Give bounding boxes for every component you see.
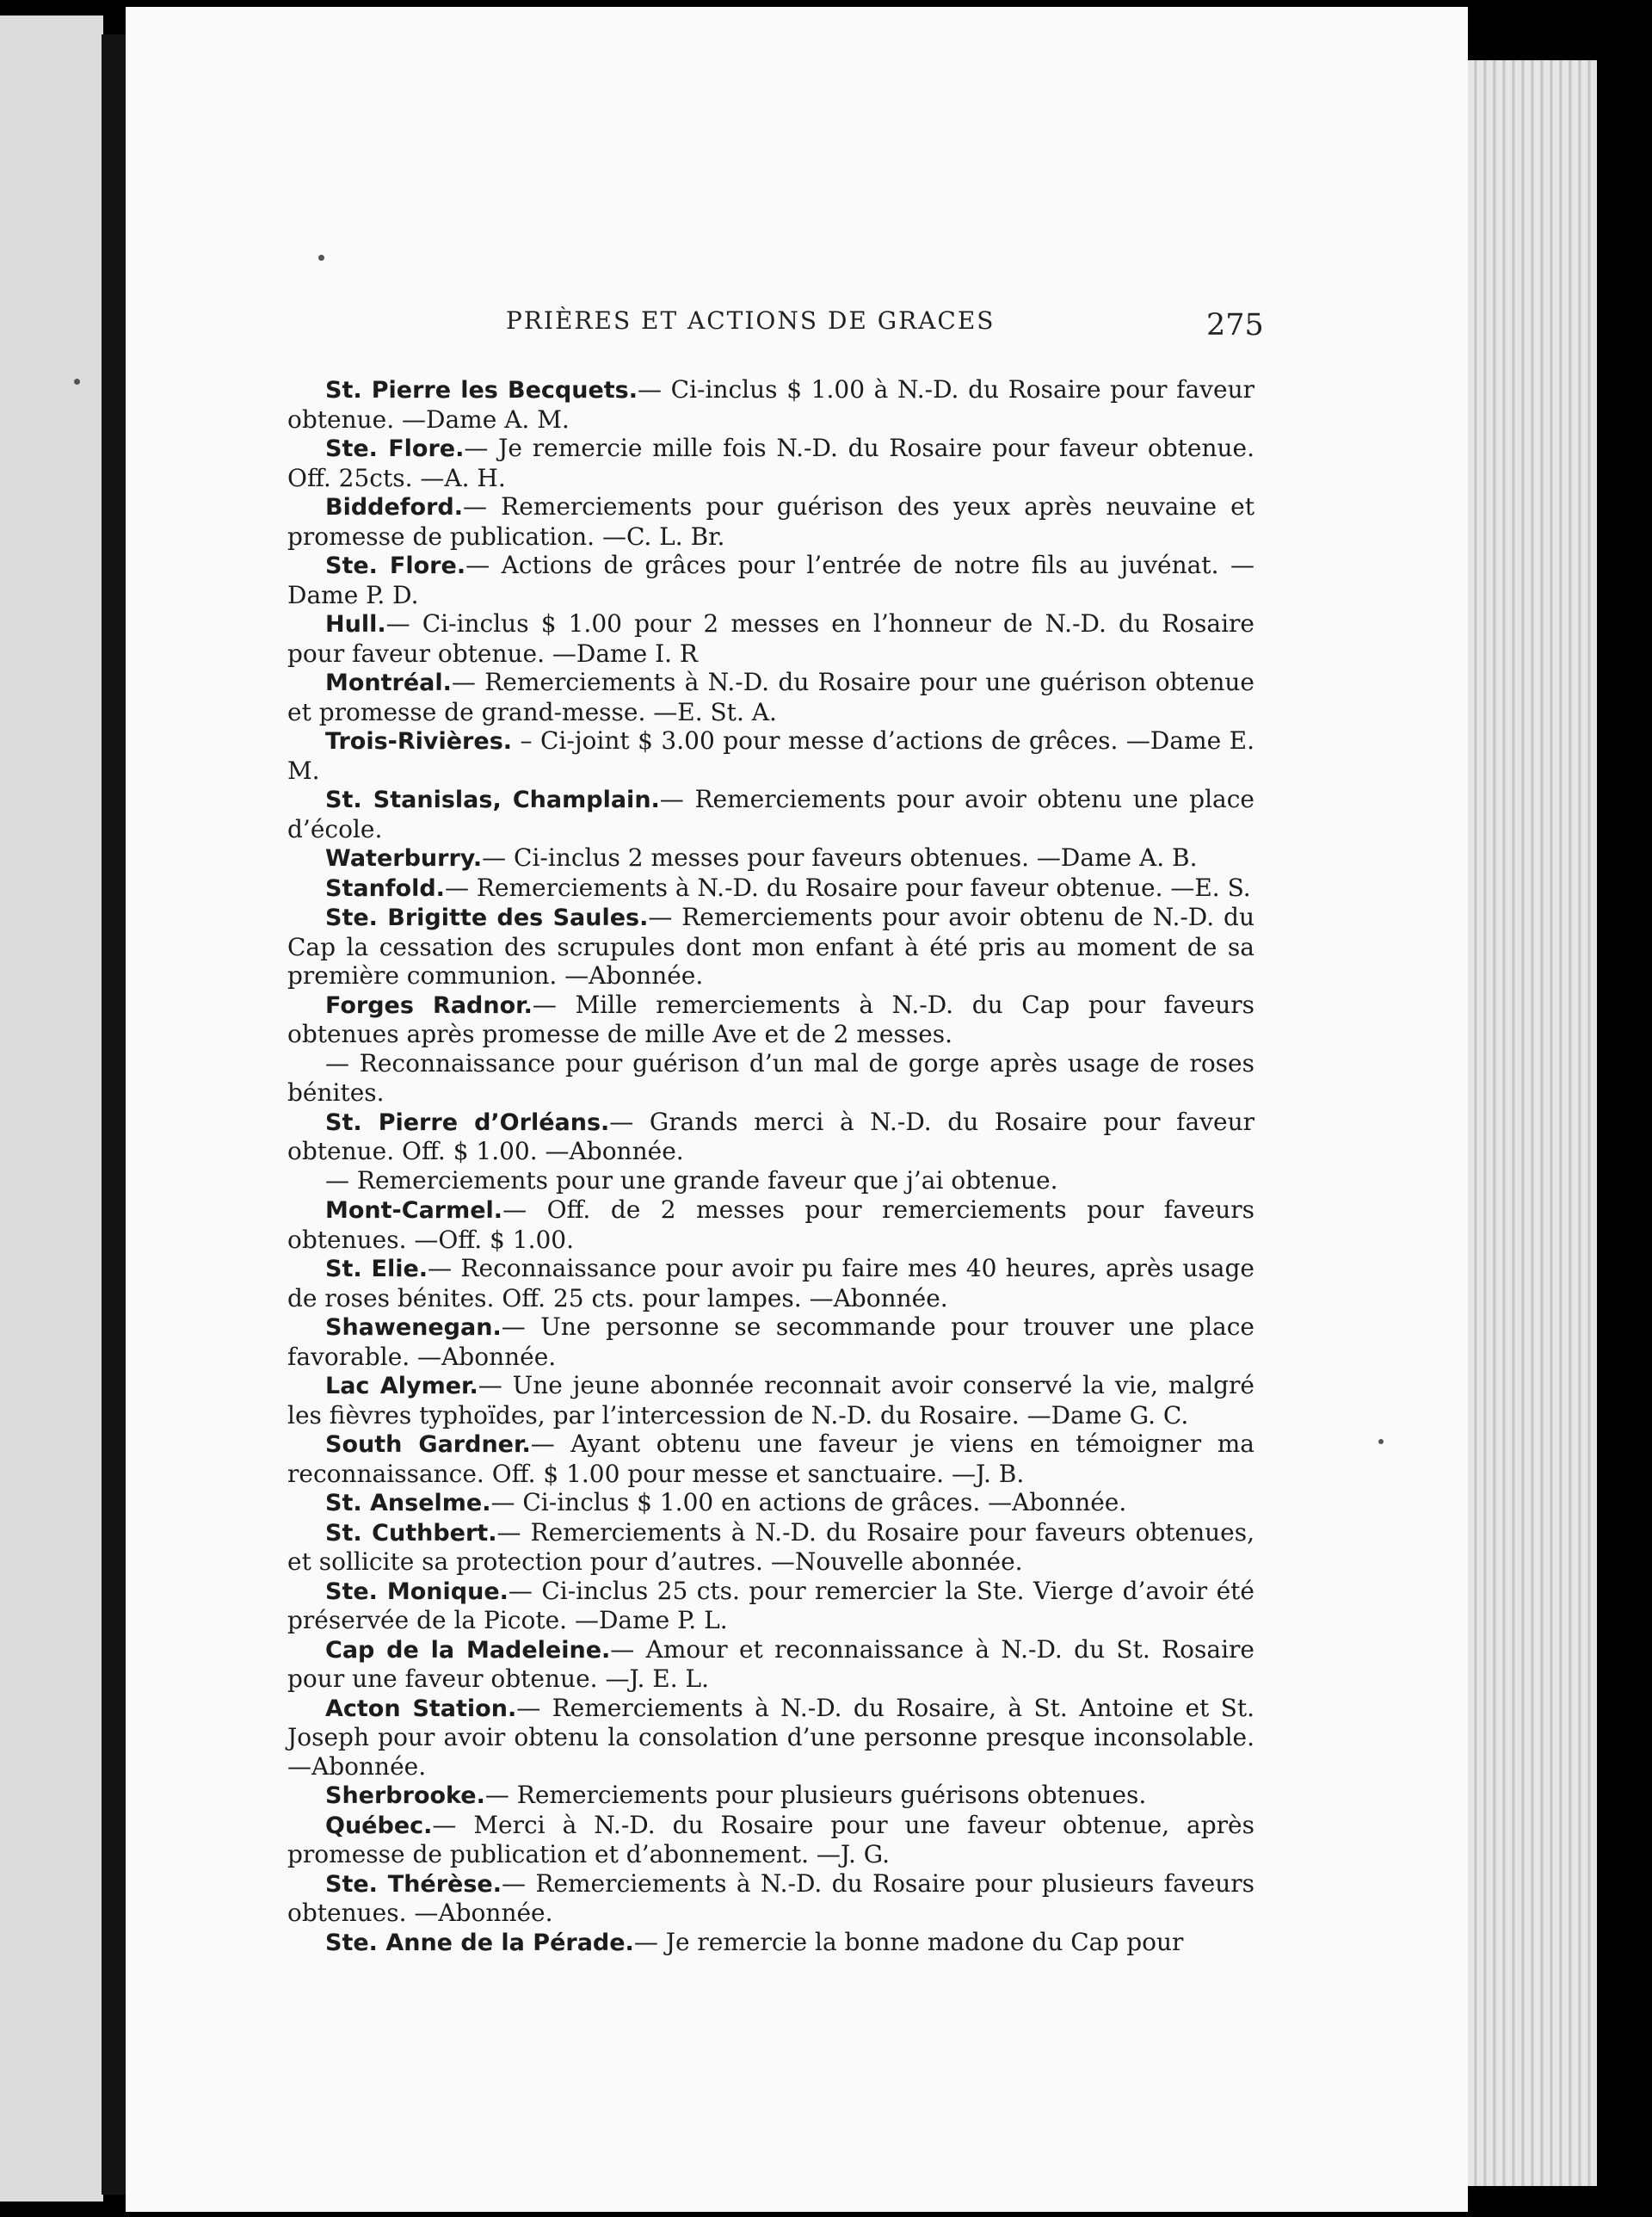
entry-place: St. Cuthbert. (325, 1519, 497, 1547)
entry-place: Ste. Monique. (325, 1578, 509, 1605)
entry-text: — Remerciements pour une grande faveur que j’ai obtenue. (325, 1165, 1058, 1195)
entry-place: Acton Station. (325, 1695, 517, 1722)
entry-text: — Off. de 2 messes pour remerciements pour faveurs obtenues. —Off. $ 1.00. (287, 1195, 1254, 1254)
entry-text: — Reconnaissance pour guérison d’un mal de gorge après usage de roses bénites. (287, 1048, 1254, 1107)
entry (287, 551, 1254, 609)
entry-text: — Mille remerciements à N.-D. du Cap pour faveurs obtenues après promesse de mille Ave et de 2 messes. (287, 990, 1255, 1048)
entry-place: Ste. Flore. (325, 435, 465, 462)
speck-mark (1378, 1439, 1384, 1444)
entry-text: — Ci-inclus $ 1.00 en actions de grâces. —Abonnée. (490, 1488, 1127, 1516)
entry-place: St. Anselme. (325, 1490, 491, 1516)
entry (287, 1049, 1254, 1108)
entry-text: — Ci-inclus $ 1.00 pour 2 messes en l’honneur de N.-D. du Rosaire pour faveur obtenue. —Dame I. R (287, 609, 1254, 668)
entry-text: — Remerciements pour guérison des yeux après neuvaine et promesse de publication. —C. L. Br. (287, 492, 1254, 551)
entry-text: — Amour et reconnaissance à N.-D. du St. Rosaire pour une faveur obtenue. —J. E. L. (287, 1634, 1254, 1693)
page-stack-edge (1468, 60, 1597, 2186)
entry (287, 1488, 1254, 1518)
entry-place: Stanfold. (325, 874, 445, 902)
entry-text: — Remerciements pour avoir obtenu de N.-D. du Cap la cessation des scrupules dont mon enfant à été pris au moment de sa première communion. —Abonnée. (287, 903, 1254, 990)
entry-place: Waterburry. (325, 845, 483, 872)
entry (287, 609, 1254, 668)
entry-place: Shawenegan. (325, 1314, 502, 1341)
entry-place: Montréal. (325, 670, 452, 696)
entry (287, 668, 1254, 726)
entry-text: — Remerciements pour plusieurs guérisons obtenues. (484, 1781, 1147, 1809)
entry-place: Forges Radnor. (325, 991, 533, 1019)
speck-mark (318, 255, 324, 261)
entry (287, 785, 1254, 843)
entry (287, 1518, 1254, 1577)
speck-mark (74, 379, 80, 385)
entry-text: — Grands merci à N.-D. du Rosaire pour faveur obtenue. Off. $ 1.00. —Abonnée. (287, 1107, 1254, 1165)
entry (287, 1635, 1254, 1694)
entry (287, 991, 1254, 1049)
entry-place: Sherbrooke. (325, 1782, 485, 1809)
entry (287, 1811, 1254, 1869)
entry (287, 1254, 1254, 1312)
entry-place: Trois-Rivières. (325, 728, 513, 755)
entry (287, 843, 1254, 874)
entry (287, 1694, 1254, 1782)
entry (287, 1869, 1254, 1928)
entry-text: — Je remercie mille fois N.-D. du Rosaire pour faveur obtenue. Off. 25cts. —A. H. (287, 434, 1254, 492)
entry-place: Mont-Carmel. (325, 1197, 503, 1224)
entry-place: St. Elie. (325, 1256, 428, 1282)
entry-text: — Je remercie la bonne madone du Cap pour (633, 1927, 1184, 1956)
entry-text: — Actions de grâces pour l’entrée de notre fils au juvénat. —Dame P. D. (287, 551, 1254, 609)
running-head: PRIÈRES ET ACTIONS DE GRACES (506, 306, 996, 335)
entry-place: Ste. Flore. (325, 553, 466, 579)
page-number: 275 (1206, 308, 1264, 343)
entry-place: Ste. Brigitte des Saules. (325, 905, 649, 931)
entry-text: — Ayant obtenu une faveur je viens en témoigner ma reconnaissance. Off. $ 1.00 pour messe et sanctuaire. —J. B. (287, 1430, 1254, 1488)
entry (287, 434, 1254, 492)
entry-place: St. Stanislas, Champlain. (325, 787, 660, 813)
thanksgiving-list (287, 375, 1254, 1957)
entry-text: — Merci à N.-D. du Rosaire pour une faveur obtenue, après promesse de publication et d’abonnement. —J. G. (287, 1810, 1254, 1868)
entry (287, 726, 1254, 785)
entry-text: – Ci-joint $ 3.00 pour messe d’actions de grêces. —Dame E. M. (287, 726, 1254, 785)
entry-text: — Une jeune abonnée reconnait avoir conservé la vie, malgré les fièvres typhoïdes, par l’intercession de N.-D. du Rosaire. —Dame G. C. (287, 1371, 1254, 1430)
book-gutter (102, 34, 126, 2195)
entry-text: — Ci-inclus $ 1.00 à N.-D. du Rosaire pour faveur obtenue. —Dame A. M. (287, 375, 1254, 434)
entry (287, 903, 1254, 991)
entry-place: Lac Alymer. (325, 1373, 478, 1399)
entry-place: Biddeford. (325, 494, 463, 521)
entry-place: St. Pierre les Becquets. (325, 377, 638, 404)
entry (287, 492, 1254, 551)
entry-text: — Remerciements à N.-D. du Rosaire pour plusieurs faveurs obtenues. —Abonnée. (287, 1868, 1254, 1927)
entry-text: — Remerciements à N.-D. du Rosaire pour faveurs obtenues, et sollicite sa protection pour d’autres. —Nouvelle abonnée. (287, 1517, 1254, 1576)
entry (287, 1577, 1254, 1635)
entry (287, 1430, 1254, 1488)
entry (287, 874, 1254, 904)
entry (287, 375, 1254, 434)
entry-text: — Reconnaissance pour avoir pu faire mes 40 heures, après usage de roses bénites. Off. 25 cts. pour lampes. —Abonnée. (287, 1254, 1254, 1312)
entry-text: — Remerciements pour avoir obtenu une place d’école. (287, 785, 1254, 843)
entry (287, 1371, 1254, 1430)
entry-text: — Ci-inclus 2 messes pour faveurs obtenues. —Dame A. B. (482, 843, 1198, 872)
entry (287, 1781, 1254, 1811)
entry-text: — Remerciements à N.-D. du Rosaire, à St. Antoine et St. Joseph pour avoir obtenu la consolation d’une personne presque inconsolable. —Abonnée. (287, 1693, 1254, 1781)
entry-text: — Ci-inclus 25 cts. pour remercier la Ste. Vierge d’avoir été préservée de la Picote. —Dame P. L. (287, 1576, 1254, 1634)
entry-text: — Remerciements à N.-D. du Rosaire pour une guérison obtenue et promesse de grand-messe. —E. St. A. (287, 668, 1254, 726)
entry-place: Ste. Anne de la Pérade. (325, 1929, 634, 1956)
entry-place: Québec. (325, 1812, 433, 1839)
entry (287, 1195, 1254, 1254)
entry (287, 1108, 1254, 1166)
entry (287, 1928, 1254, 1958)
entry (287, 1166, 1254, 1196)
entry-text: — Remerciements à N.-D. du Rosaire pour faveur obtenue. —E. S. (444, 873, 1251, 902)
entry-place: Cap de la Madeleine. (325, 1636, 611, 1664)
entry-text: — Une personne se secommande pour trouver une place favorable. —Abonnée. (287, 1312, 1254, 1371)
entry-place: Hull. (325, 611, 386, 638)
facing-page-edge (0, 15, 103, 2202)
entry (287, 1312, 1254, 1371)
entry-place: Ste. Thérèse. (325, 1870, 502, 1898)
entry-place: South Gardner. (325, 1431, 531, 1458)
entry-place: St. Pierre d’Orléans. (325, 1108, 610, 1136)
